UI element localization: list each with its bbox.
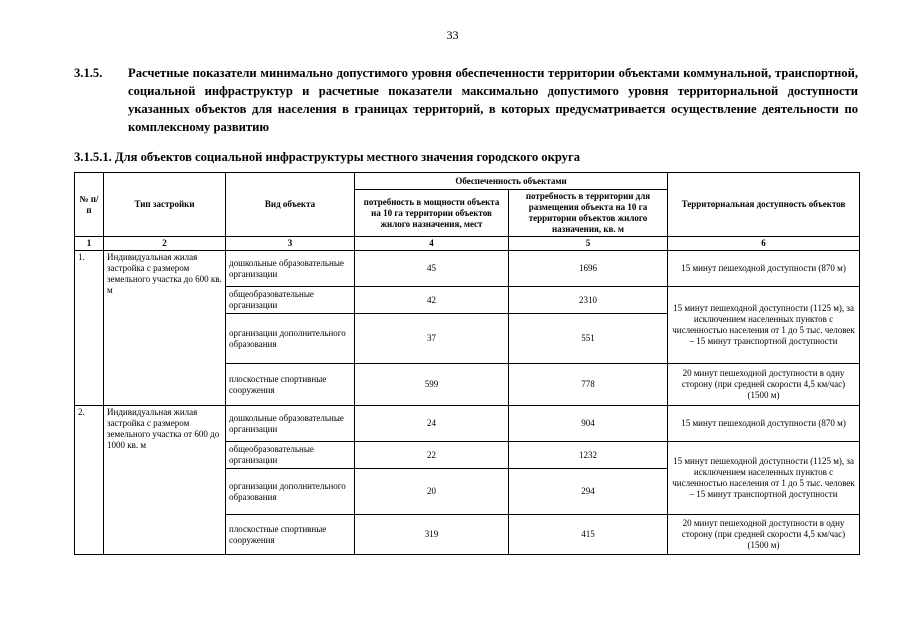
area-value: 904 <box>509 406 668 442</box>
object-kind: плоскостные спортивные сооружения <box>226 515 355 555</box>
object-kind: организации дополнительного образования <box>226 469 355 515</box>
object-kind: дошкольные образовательные организации <box>226 251 355 287</box>
access-value: 15 минут пешеходной доступности (1125 м), за исключением населенных пунктов с численностью населения от 1 до 5 тыс. человек – 15 минут транспортной доступности <box>668 287 860 364</box>
index-cell: 6 <box>668 237 860 251</box>
capacity-value: 319 <box>355 515 509 555</box>
norms-table <box>74 172 860 555</box>
area-value: 415 <box>509 515 668 555</box>
area-value: 1696 <box>509 251 668 287</box>
header-type: Тип застройки <box>104 173 226 237</box>
group-number: 1. <box>75 251 104 406</box>
index-cell: 4 <box>355 237 509 251</box>
capacity-value: 20 <box>355 469 509 515</box>
access-value: 15 минут пешеходной доступности (870 м) <box>668 251 860 287</box>
capacity-value: 37 <box>355 314 509 364</box>
area-value: 778 <box>509 364 668 406</box>
header-num: № п/п <box>75 173 104 237</box>
area-value: 294 <box>509 469 668 515</box>
index-cell: 1 <box>75 237 104 251</box>
object-kind: дошкольные образовательные организации <box>226 406 355 442</box>
page-number: 33 <box>446 28 459 42</box>
table-row <box>75 251 860 287</box>
capacity-value: 24 <box>355 406 509 442</box>
header-kind: Вид объекта <box>226 173 355 237</box>
development-type: Индивидуальная жилая застройка с размером земельного участка до 600 кв. м <box>104 251 226 406</box>
index-cell: 5 <box>509 237 668 251</box>
area-value: 551 <box>509 314 668 364</box>
header-access: Территориальная доступность объектов <box>668 173 860 237</box>
index-cell: 3 <box>226 237 355 251</box>
section-number: 3.1.5. <box>74 66 103 80</box>
development-type: Индивидуальная жилая застройка с размером земельного участка от 600 до 1000 кв. м <box>104 406 226 555</box>
object-kind: общеобразовательные организации <box>226 442 355 469</box>
capacity-value: 45 <box>355 251 509 287</box>
access-value: 15 минут пешеходной доступности (870 м) <box>668 406 860 442</box>
subsection-title: 3.1.5.1. Для объектов социальной инфраструктуры местного значения городского округа <box>74 150 580 164</box>
index-cell: 2 <box>104 237 226 251</box>
header-row <box>75 173 860 190</box>
capacity-value: 599 <box>355 364 509 406</box>
object-kind: общеобразовательные организации <box>226 287 355 314</box>
index-row <box>75 237 860 251</box>
header-provision: Обеспеченность объектами <box>355 173 668 190</box>
access-value: 20 минут пешеходной доступности в одну сторону (при средней скорости 4,5 км/час) (1500 м) <box>668 515 860 555</box>
area-value: 1232 <box>509 442 668 469</box>
capacity-value: 22 <box>355 442 509 469</box>
section-title: Расчетные показатели минимально допустимого уровня обеспеченности территории объектами коммунальной, транспортной, социальной инфраструктур и расчетные показатели максимально допустимого уровня территориальной доступности указанных объектов для населения в границах территорий, в которых предусматривается осуществление деятельности по комплексному развитию <box>128 66 858 134</box>
capacity-value: 42 <box>355 287 509 314</box>
object-kind: плоскостные спортивные сооружения <box>226 364 355 406</box>
table-row <box>75 406 860 442</box>
object-kind: организации дополнительного образования <box>226 314 355 364</box>
group-number: 2. <box>75 406 104 555</box>
access-value: 15 минут пешеходной доступности (1125 м), за исключением населенных пунктов с численностью населения от 1 до 5 тыс. человек – 15 минут транспортной доступности <box>668 442 860 515</box>
area-value: 2310 <box>509 287 668 314</box>
section-heading <box>74 64 858 136</box>
access-value: 20 минут пешеходной доступности в одну сторону (при средней скорости 4,5 км/час) (1500 м) <box>668 364 860 406</box>
header-capacity: потребность в мощности объекта на 10 га территории объектов жилого назначения, мест <box>355 190 509 237</box>
header-area: потребность в территории для размещения объекта на 10 га территории объектов жилого назначения, кв. м <box>509 190 668 237</box>
